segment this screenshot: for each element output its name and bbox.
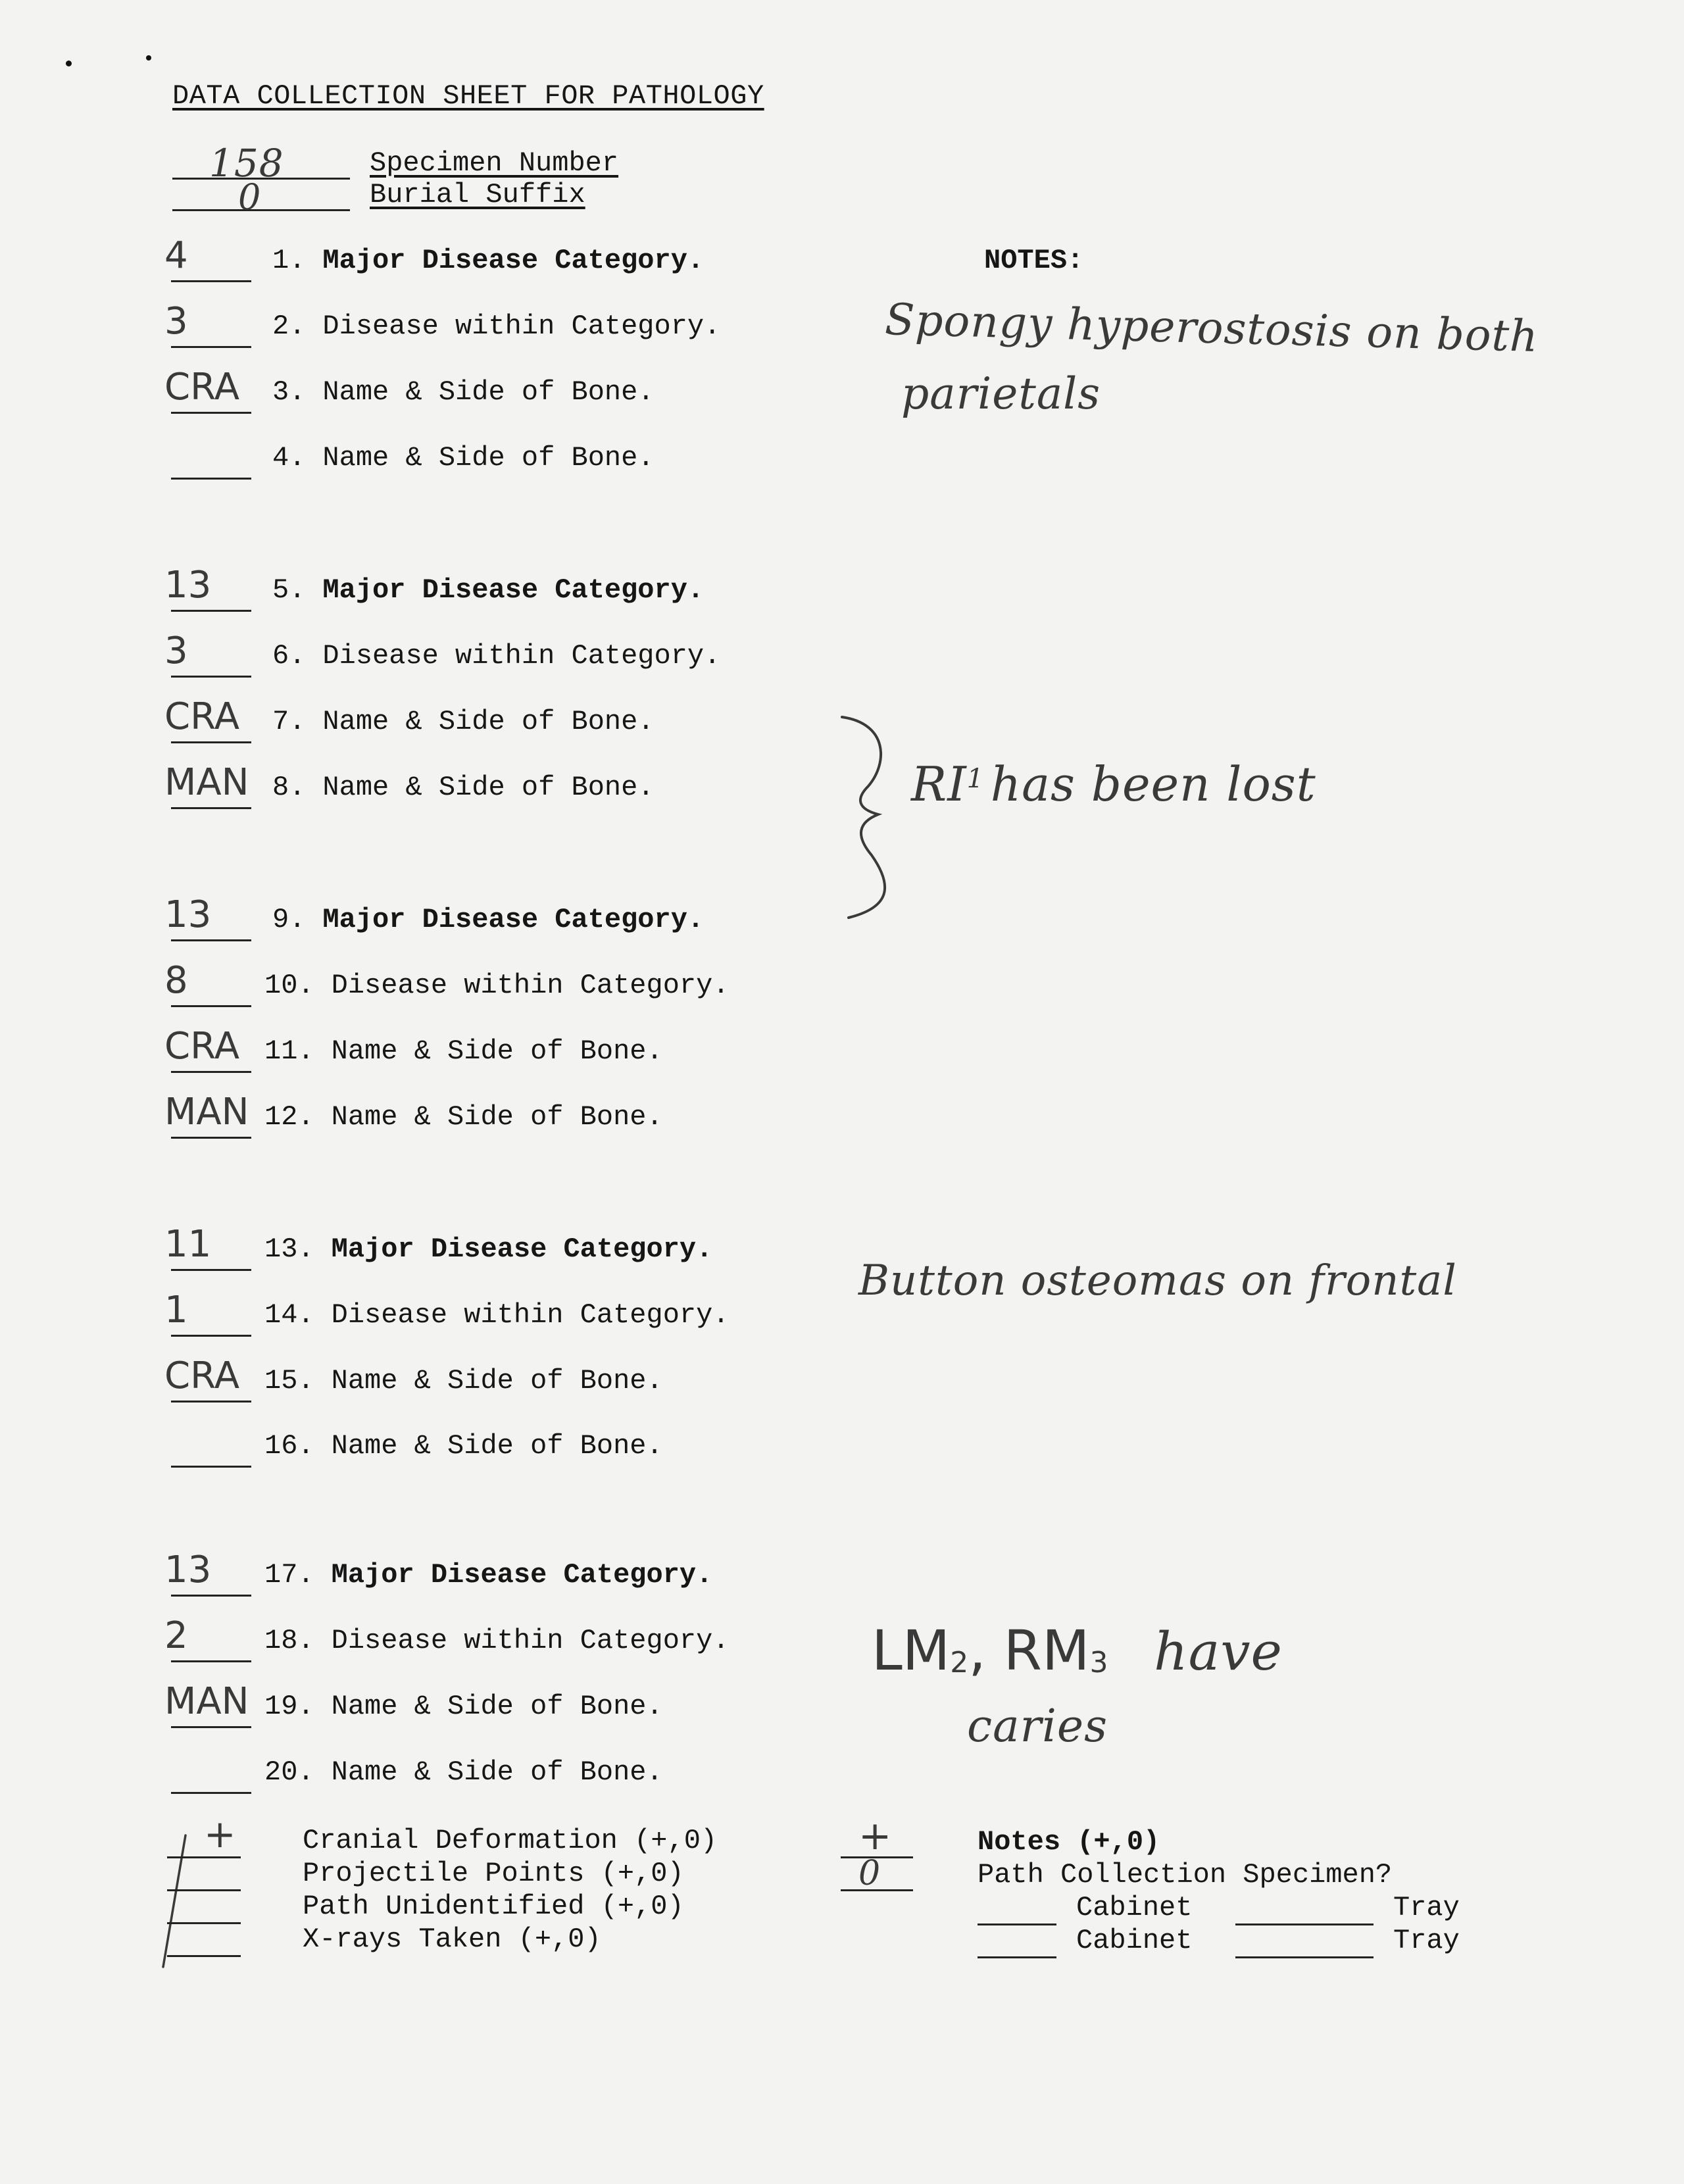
row-number: 19. xyxy=(264,1691,314,1722)
row-number: 17. xyxy=(264,1559,314,1591)
bottom-left-1-label: Cranial Deformation (+,0) xyxy=(303,1825,718,1856)
row-2-value: 3 xyxy=(164,300,188,343)
row-number: 3. xyxy=(272,376,306,408)
bottom-left-3-label: Path Unidentified (+,0) xyxy=(303,1891,684,1922)
row-label-text: Name & Side of Bone. xyxy=(331,1101,663,1133)
row-label-text: Name & Side of Bone. xyxy=(331,1365,663,1397)
specimen-number-label: Specimen Number xyxy=(370,147,619,179)
row-number: 2. xyxy=(272,310,306,342)
row-label-text: Major Disease Category. xyxy=(331,1233,713,1265)
path-collection-label: Path Collection Specimen? xyxy=(978,1859,1393,1891)
note-lm: LM xyxy=(872,1618,951,1683)
notes-heading: NOTES: xyxy=(984,245,1084,276)
tray-label-1: Tray xyxy=(1393,1892,1460,1923)
row-label-text: Name & Side of Bone. xyxy=(322,442,655,474)
row-15-value: CRA xyxy=(164,1354,240,1397)
row-label-text: Name & Side of Bone. xyxy=(331,1430,663,1462)
row-number: 20. xyxy=(264,1756,314,1788)
row-19-value: MAN xyxy=(164,1680,249,1723)
row-label-text: Major Disease Category. xyxy=(322,245,705,276)
row-number: 15. xyxy=(264,1365,314,1397)
tray-blank-2 xyxy=(1235,1956,1374,1958)
row-13-value: 11 xyxy=(164,1223,212,1266)
row-label-text: Name & Side of Bone. xyxy=(331,1035,663,1067)
cabinet-label-1: Cabinet xyxy=(1076,1892,1193,1923)
row-7-value: CRA xyxy=(164,695,240,738)
note-button-osteomas: Button osteomas on frontal xyxy=(858,1256,1457,1305)
row-9-value: 13 xyxy=(164,893,212,936)
row-label-text: Name & Side of Bone. xyxy=(322,706,655,737)
row-number: 4. xyxy=(272,442,306,474)
cabinet-blank-2 xyxy=(978,1956,1056,1958)
bottom-left-1-blank xyxy=(167,1856,241,1858)
row-number: 9. xyxy=(272,904,306,935)
bottom-left-2-blank xyxy=(167,1889,241,1891)
note-have: have xyxy=(1154,1621,1283,1682)
row-number: 1. xyxy=(272,245,306,276)
row-number: 13. xyxy=(264,1233,314,1265)
tray-blank-1 xyxy=(1235,1923,1374,1925)
row-label-text: Major Disease Category. xyxy=(322,574,705,606)
bottom-left-3-blank xyxy=(167,1922,241,1924)
row-14-value: 1 xyxy=(164,1289,188,1331)
row-label-text: Disease within Category. xyxy=(331,1625,730,1656)
row-number: 11. xyxy=(264,1035,314,1067)
row-number: 18. xyxy=(264,1625,314,1656)
note-has-been-lost: has been lost xyxy=(990,757,1316,812)
row-number: 16. xyxy=(264,1430,314,1462)
notes-flag-label-text: Notes (+,0) xyxy=(978,1826,1160,1858)
row-3-value: CRA xyxy=(164,366,240,409)
row-label-text: Disease within Category. xyxy=(322,310,721,342)
row-label-text: Major Disease Category. xyxy=(331,1559,713,1591)
note-caries: caries xyxy=(967,1700,1108,1752)
tray-label-2: Tray xyxy=(1393,1925,1460,1956)
row-number: 7. xyxy=(272,706,306,737)
row-18-value: 2 xyxy=(164,1614,188,1657)
note-lm-subscript: 2 xyxy=(950,1646,969,1680)
row-label-text: Disease within Category. xyxy=(331,1299,730,1331)
bottom-left-4-label: X-rays Taken (+,0) xyxy=(303,1923,601,1955)
note-parietals: parietals xyxy=(901,368,1101,419)
note-rm-subscript: 3 xyxy=(1089,1646,1108,1680)
burial-suffix-value: 0 xyxy=(238,176,262,218)
note-ri-text: RI xyxy=(911,757,967,812)
row-label-text: Name & Side of Bone. xyxy=(322,772,655,803)
row-6-value: 3 xyxy=(164,630,188,672)
cabinet-blank-1 xyxy=(978,1923,1056,1925)
row-5-value: 13 xyxy=(164,564,212,607)
row-number: 6. xyxy=(272,640,306,672)
row-label-text: Disease within Category. xyxy=(331,970,730,1001)
row-number: 8. xyxy=(272,772,306,803)
row-10-value: 8 xyxy=(164,959,188,1002)
path-collection-value: 0 xyxy=(858,1854,881,1893)
notes-flag-value: + xyxy=(858,1813,892,1859)
page-title: DATA COLLECTION SHEET FOR PATHOLOGY xyxy=(172,80,764,112)
note-spongy-hyperostosis: Spongy hyperostosis on both xyxy=(884,294,1539,362)
row-number: 10. xyxy=(264,970,314,1001)
row-11-value: CRA xyxy=(164,1025,240,1068)
notes-flag-label xyxy=(978,1826,1160,1858)
row-label-text: Name & Side of Bone. xyxy=(331,1691,663,1722)
row-number: 5. xyxy=(272,574,306,606)
bottom-left-1-value: + xyxy=(204,1812,236,1856)
row-label-text: Name & Side of Bone. xyxy=(331,1756,663,1788)
bottom-left-4-blank xyxy=(167,1955,241,1957)
row-number: 12. xyxy=(264,1101,314,1133)
row-label-text: Disease within Category. xyxy=(322,640,721,672)
row-17-value: 13 xyxy=(164,1549,212,1591)
burial-suffix-label: Burial Suffix xyxy=(370,179,585,211)
row-12-value: MAN xyxy=(164,1091,249,1133)
row-number: 14. xyxy=(264,1299,314,1331)
note-rm: , RM xyxy=(968,1618,1090,1683)
bottom-left-2-label: Projectile Points (+,0) xyxy=(303,1858,684,1889)
cabinet-label-2: Cabinet xyxy=(1076,1925,1193,1956)
row-1-value: 4 xyxy=(164,234,188,277)
row-8-value: MAN xyxy=(164,761,249,804)
specimen-number-value: 158 xyxy=(209,141,284,186)
row-label-text: Name & Side of Bone. xyxy=(322,376,655,408)
row-label-text: Major Disease Category. xyxy=(322,904,705,935)
note-ri-superscript: 1 xyxy=(966,763,985,794)
